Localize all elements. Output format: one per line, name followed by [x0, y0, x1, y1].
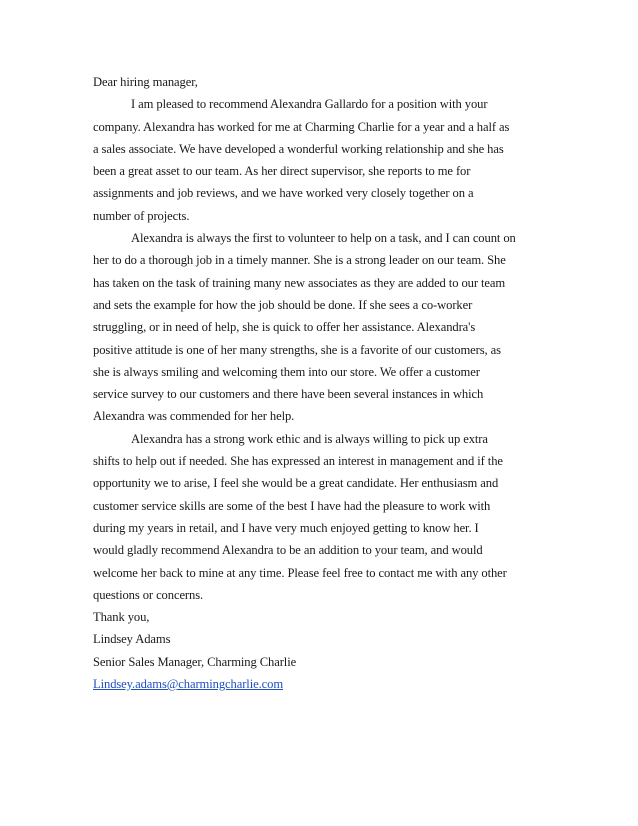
paragraph-3-line: questions or concerns. — [93, 587, 204, 602]
signer-title: Senior Sales Manager, Charming Charlie — [93, 654, 297, 669]
paragraph-1-line: a sales associate. We have developed a wonderful working relationship and she has — [93, 141, 504, 156]
paragraph-3-line: welcome her back to mine at any time. Please feel free to contact me with any other — [93, 565, 507, 580]
closing: Thank you, — [93, 610, 150, 625]
recommendation-letter — [93, 71, 553, 695]
signer-name: Lindsey Adams — [93, 632, 171, 647]
paragraph-3-line: opportunity we to arise, I feel she would be a great candidate. Her enthusiasm and — [93, 476, 499, 491]
paragraph-2-line: her to do a thorough job in a timely manner. She is a strong leader on our team. She — [93, 253, 506, 268]
paragraph-3-line: Alexandra has a strong work ethic and is always willing to pick up extra — [131, 431, 488, 446]
paragraph-2-line: positive attitude is one of her many strengths, she is a favorite of our customers, as — [93, 342, 501, 357]
salutation: Dear hiring manager, — [93, 75, 198, 89]
paragraph-1-line: assignments and job reviews, and we have worked very closely together on a — [93, 186, 474, 201]
signer-email-link[interactable]: Lindsey.adams@charmingcharlie.com — [93, 677, 284, 692]
paragraph-2-line: she is always smiling and welcoming them into our store. We offer a customer — [93, 364, 480, 379]
paragraph-2-line: Alexandra was commended for her help. — [93, 409, 295, 424]
paragraph-3-line: shifts to help out if needed. She has expressed an interest in management and if the — [93, 454, 503, 469]
paragraph-3-line: during my years in retail, and I have very much enjoyed getting to know her. I — [93, 520, 479, 535]
paragraph-2-line: Alexandra is always the first to volunteer to help on a task, and I can count on — [131, 231, 516, 246]
paragraph-1-line: I am pleased to recommend Alexandra Gallardo for a position with your — [131, 97, 488, 112]
paragraph-1-line: company. Alexandra has worked for me at Charming Charlie for a year and a half as — [93, 119, 510, 134]
paragraph-2-line: has taken on the task of training many new associates as they are added to our team — [93, 275, 506, 290]
paragraph-1-line: been a great asset to our team. As her direct supervisor, she reports to me for — [93, 164, 471, 179]
paragraph-3-line: customer service skills are some of the best I have had the pleasure to work with — [93, 498, 491, 513]
paragraph-3-line: would gladly recommend Alexandra to be an addition to your team, and would — [93, 543, 483, 558]
paragraph-1-line: number of projects. — [93, 208, 190, 223]
paragraph-2-line: service survey to our customers and there have been several instances in which — [93, 387, 484, 402]
paragraph-2-line: struggling, or in need of help, she is quick to offer her assistance. Alexandra's — [93, 320, 476, 335]
paragraph-2-line: and sets the example for how the job should be done. If she sees a co-worker — [93, 297, 473, 312]
